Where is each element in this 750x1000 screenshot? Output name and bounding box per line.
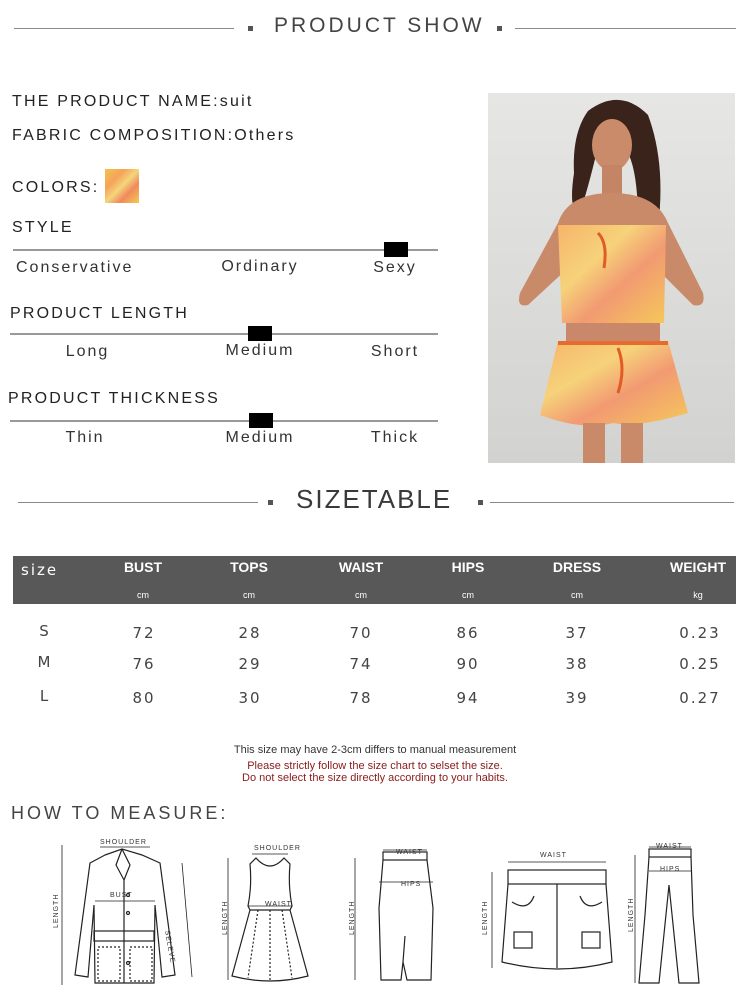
jacket-diagram xyxy=(50,835,200,995)
fabric-label: FABRIC COMPOSITION: xyxy=(12,127,235,144)
style-option-ordinary: Ordinary xyxy=(221,258,299,275)
col-tops: TOPS xyxy=(230,559,268,575)
unit-waist: cm xyxy=(355,590,367,600)
row-l-waist: 78 xyxy=(349,689,373,707)
row-m-hips: 90 xyxy=(456,655,480,673)
col-bust: BUST xyxy=(123,559,163,575)
jacket-shoulder-label: SHOULDER xyxy=(100,839,147,846)
denim-waist-label: WAIST xyxy=(540,852,567,859)
product-show-title: PRODUCT SHOW xyxy=(274,14,485,37)
sizetable-rule-left xyxy=(18,502,258,503)
length-marker xyxy=(248,326,272,341)
color-swatch[interactable] xyxy=(105,169,139,203)
unit-weight: kg xyxy=(693,590,703,600)
thickness-option-medium: Medium xyxy=(225,429,295,446)
row-l-tops: 30 xyxy=(238,689,262,707)
col-weight: WEIGHT xyxy=(670,559,726,575)
header-rule-right xyxy=(515,28,736,29)
product-name-row xyxy=(12,93,254,111)
unit-hips: cm xyxy=(462,590,474,600)
row-m-size: M xyxy=(37,653,53,671)
row-l-size: L xyxy=(39,687,51,705)
row-s-size: S xyxy=(39,622,51,640)
row-l-weight: 0.27 xyxy=(679,689,721,707)
dress-diagram xyxy=(218,848,318,988)
jacket-bust-label: BUST xyxy=(110,892,133,899)
colors-label: COLORS: xyxy=(12,179,100,196)
sizetable-title: SIZETABLE xyxy=(296,484,453,514)
header-dot-right xyxy=(497,26,502,31)
row-s-waist: 70 xyxy=(349,624,373,642)
row-s-bust: 72 xyxy=(132,624,156,642)
product-name-label: THE PRODUCT NAME: xyxy=(12,93,220,110)
style-option-conservative: Conservative xyxy=(16,259,134,276)
trousers-hips-label: HIPS xyxy=(660,866,681,873)
row-m-bust: 76 xyxy=(132,655,156,673)
skirt-length-label: LENGTH xyxy=(349,900,356,935)
row-l-hips: 94 xyxy=(456,689,480,707)
row-m-waist: 74 xyxy=(349,655,373,673)
row-m-dress: 38 xyxy=(565,655,589,673)
denim-length-label: LENGTH xyxy=(482,900,489,935)
header-rule-left xyxy=(14,28,234,29)
length-option-medium: Medium xyxy=(225,342,295,359)
row-l-dress: 39 xyxy=(565,689,589,707)
model-illustration xyxy=(488,93,735,463)
sizetable-dot-left xyxy=(268,500,273,505)
style-marker xyxy=(384,242,408,257)
row-s-tops: 28 xyxy=(238,624,262,642)
skirt-diagram xyxy=(345,848,445,988)
col-dress: DRESS xyxy=(552,559,602,575)
measurement-note: This size may have 2-3cm differs to manual measurement xyxy=(233,744,517,756)
row-m-tops: 29 xyxy=(238,655,262,673)
product-name-value: suit xyxy=(219,93,254,110)
row-s-weight: 0.23 xyxy=(679,624,721,642)
style-scale-line xyxy=(13,249,438,251)
skirt-waist-label: WAIST xyxy=(396,849,423,856)
sizetable-dot-right xyxy=(478,500,483,505)
dress-shoulder-label: SHOULDER xyxy=(254,845,301,852)
length-option-long: Long xyxy=(65,343,110,360)
fabric-value: Others xyxy=(234,127,296,144)
thickness-option-thick: Thick xyxy=(370,429,420,446)
thickness-marker xyxy=(249,413,273,428)
row-m-weight: 0.25 xyxy=(679,655,721,673)
jacket-sleeve-label: SELEVE xyxy=(163,930,176,964)
dress-waist-label: WAIST xyxy=(265,901,292,908)
dress-length-label: LENGTH xyxy=(222,900,229,935)
style-title: STYLE xyxy=(12,219,74,236)
trousers-length-label: LENGTH xyxy=(628,897,635,932)
row-l-bust: 80 xyxy=(132,689,156,707)
col-size: size xyxy=(21,561,59,579)
denim-skirt-diagram xyxy=(478,852,618,977)
jacket-length-label: LENGTH xyxy=(53,893,60,928)
thickness-scale-line xyxy=(10,420,438,422)
product-photo xyxy=(488,93,735,463)
style-option-sexy: Sexy xyxy=(373,259,417,276)
length-title: PRODUCT LENGTH xyxy=(10,305,189,322)
trousers-waist-label: WAIST xyxy=(656,843,683,850)
length-option-short: Short xyxy=(370,343,420,360)
header-dot-left xyxy=(248,26,253,31)
size-table-header xyxy=(13,556,736,604)
fabric-row xyxy=(12,127,295,145)
skirt-hips-label: HIPS xyxy=(401,881,422,888)
sizetable-rule-right xyxy=(490,502,734,503)
row-s-hips: 86 xyxy=(456,624,480,642)
unit-bust: cm xyxy=(137,590,149,600)
thickness-option-thin: Thin xyxy=(65,429,105,446)
how-to-measure-title: HOW TO MEASURE: xyxy=(11,803,229,823)
length-scale-line xyxy=(10,333,438,335)
row-s-dress: 37 xyxy=(565,624,589,642)
col-hips: HIPS xyxy=(451,559,485,575)
col-waist: WAIST xyxy=(338,559,384,575)
size-warning-1: Please strictly follow the size chart to selset the size. xyxy=(247,760,503,772)
size-warning-2: Do not select the size directly according to your habits. xyxy=(242,772,508,784)
unit-dress: cm xyxy=(571,590,583,600)
thickness-title: PRODUCT THICKNESS xyxy=(8,390,220,407)
unit-tops: cm xyxy=(243,590,255,600)
